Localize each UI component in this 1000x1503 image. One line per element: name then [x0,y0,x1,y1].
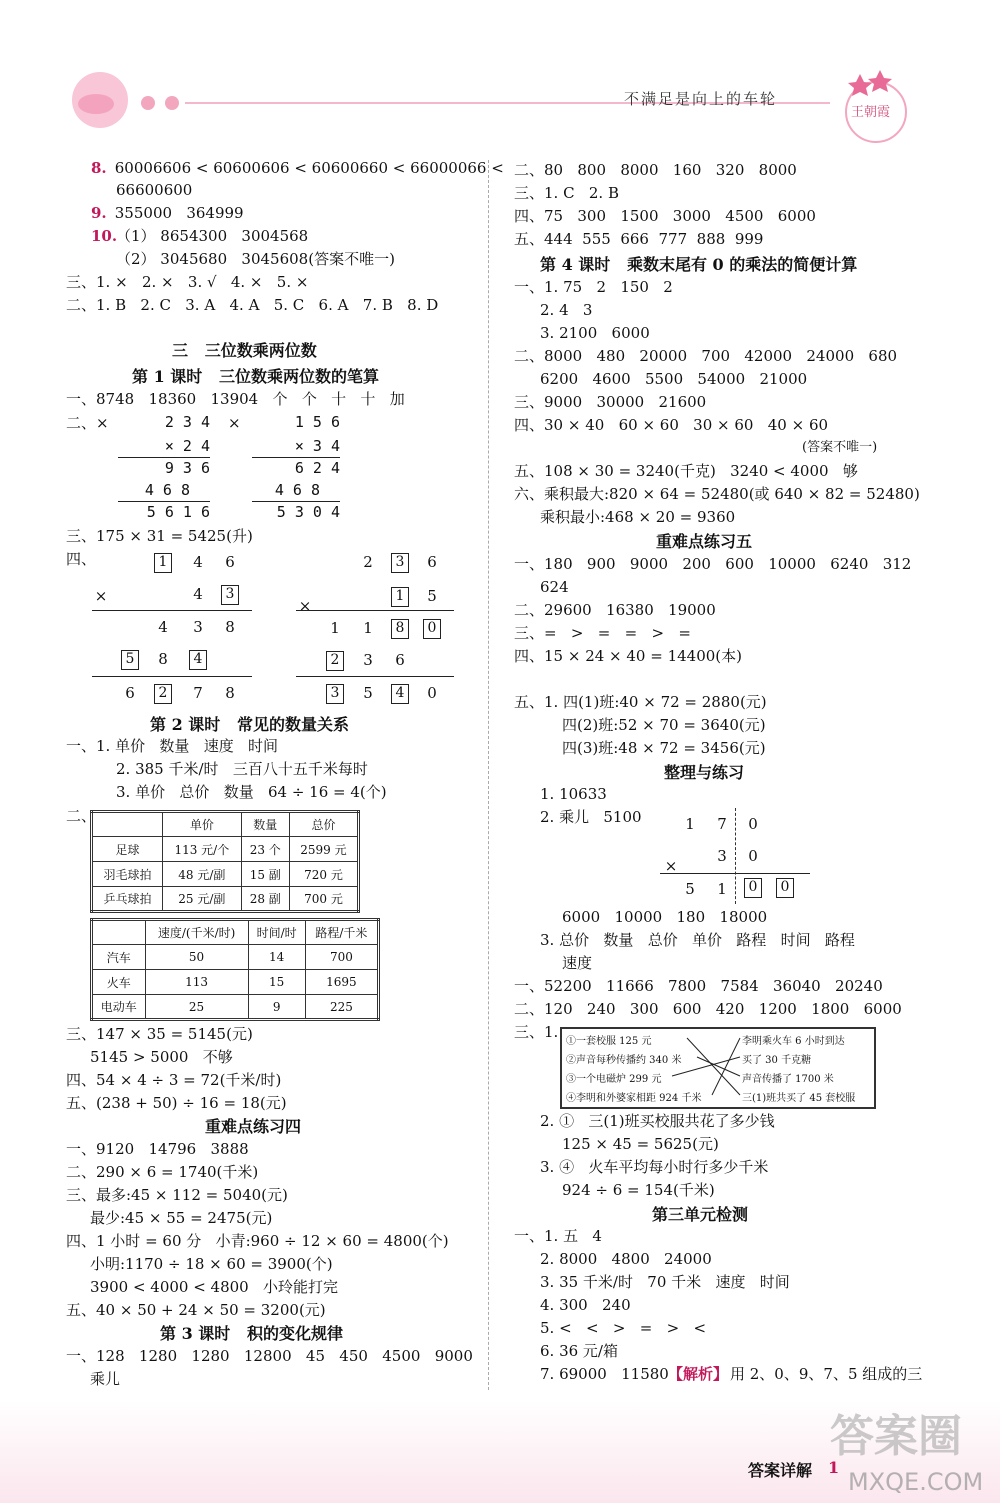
table-cell: 9 [248,995,305,1020]
calc2-row3: 6 2 4 [294,459,340,477]
calc3-a1: 7 [717,815,727,833]
review-q3: 3. 总价 数量 总价 单价 路程 时间 路程 [540,931,855,949]
table-cell: 25 [145,995,248,1020]
practice4-title: 重难点练习四 [205,1117,302,1136]
puzzle2-line2 [296,676,454,677]
table-cell: 700 [305,945,378,970]
footer-label: 答案详解 [748,1461,813,1480]
lesson1-title: 第 1 课时 三位数乘两位数的笔算 [132,367,379,386]
lesson4-q1-2: 2. 4 3 [540,301,593,319]
practice5-q5-3: 四(3)班:48 × 72 = 3456(元) [562,739,766,757]
right-q5: 五、444 555 666 777 888 999 [514,230,764,248]
table-cell: 50 [145,945,248,970]
practice5-q5-1: 五、1. 四(1)班:40 × 72 = 2880(元) [514,693,767,711]
match-lines [562,1029,874,1107]
practice4-q4-cont1: 小明:1170 ÷ 18 × 60 = 3900(个) [90,1255,333,1273]
q9-answer: 355000 364999 [110,204,244,222]
table-row [92,970,379,995]
puzzle2-b1: 1 [391,587,409,607]
lesson2-q5: 五、(238 + 50) ÷ 16 = 18(元) [66,1094,287,1112]
table-cell: 电动车 [92,995,146,1020]
calc3-times: × [664,857,678,875]
practice5-q1: 一、180 900 9000 200 600 10000 6240 312 [514,555,912,573]
table-cell: 火车 [92,970,146,995]
table-cell: 720 元 [289,862,358,887]
calc3-c1: 1 [717,880,727,898]
calc1-line1 [118,457,210,458]
header-decoration [0,0,1000,150]
unit3-test-title: 第三单元检测 [652,1205,749,1224]
lesson1-q1: 一、8748 18360 13904 个 个 十 十 加 [66,390,405,408]
match-left-4: ④李明和外婆家相距 924 千米 [566,1093,702,1104]
test-q2: 2. 8000 4800 24000 [540,1250,712,1268]
calc1-row3: 9 3 6 [164,459,210,477]
review-s3-q2: 2. ① 三(1)班买校服共花了多少钱 [540,1112,775,1130]
practice5-title: 重难点练习五 [656,532,753,551]
calc3-dashed-line [735,808,736,904]
review-s3-q3-cont: 924 ÷ 6 = 154(千米) [562,1181,715,1199]
puzzle1-c2: 8 [225,618,235,636]
matching-diagram [560,1027,876,1109]
lesson4-q2: 二、8000 480 20000 700 42000 24000 680 [514,347,898,365]
puzzle1-e3: 8 [225,684,235,702]
calc2-line1 [252,457,340,458]
review-s2: 二、120 240 300 600 420 1200 1800 6000 [514,1000,902,1018]
puzzle1-line2 [92,676,252,677]
table-cell: 15 副 [241,862,289,887]
lesson2-q4: 四、54 × 4 ÷ 3 = 72(千米/时) [66,1071,282,1089]
analysis-text: 用 2、0、9、7、5 组成的三 [730,1365,923,1383]
puzzle1-d1: 8 [158,650,168,668]
review-q2: 2. 乘儿 5100 [540,808,642,826]
practice4-q4: 四、1 小时 = 60 分 小青:960 ÷ 12 × 60 = 4800(个) [66,1232,449,1250]
puzzle1-c0: 4 [158,618,168,636]
lesson4-q6: 六、乘积最大:820 × 64 = 52480(或 640 × 82 = 52480) [514,485,920,503]
q9-number: 9. [91,204,107,222]
puzzle2-b2: 5 [427,587,437,605]
lesson2-q1-2: 2. 385 千米/时 三百八十五千米每时 [116,760,368,778]
table-cell: 15 [248,970,305,995]
puzzle2-e3: 0 [427,684,437,702]
q10-number: 10. [91,227,118,245]
lesson2-q3: 三、147 × 35 = 5145(元) [66,1025,253,1043]
lesson4-q1-1: 一、1. 75 2 150 2 [514,278,673,296]
calc1-line2 [118,501,210,502]
puzzle2-a2: 6 [427,553,437,571]
table-row [92,887,359,912]
calc1-row4: 4 6 8 [144,481,190,499]
table-cell: 700 元 [289,887,358,912]
table-cell: 28 副 [241,887,289,912]
right-q2: 二、80 800 8000 160 320 8000 [514,161,797,179]
puzzle1-b1: 4 [193,585,203,603]
calc2-row2: × 3 4 [294,437,340,455]
puzzle1-b2: 3 [221,585,239,605]
puzzle1-e0: 6 [125,684,135,702]
practice4-q2: 二、290 × 6 = 1740(千米) [66,1163,259,1181]
q8-number: 8. [91,159,107,177]
watermark-url: MXQE.COM [848,1468,984,1496]
table-cell: 14 [248,945,305,970]
practice4-q4-cont2: 3900 < 4000 < 4800 小玲能打完 [90,1278,339,1296]
lesson4-q1-3: 3. 2100 6000 [540,324,650,342]
table-cell: 25 元/副 [163,887,241,912]
table-cell: 羽毛球拍 [92,862,163,887]
section-choice: 二、1. B 2. C 3. A 4. A 5. C 6. A 7. B 8. D [66,296,439,314]
test-q4: 4. 300 240 [540,1296,631,1314]
table-cell: 汽车 [92,945,146,970]
puzzle1-d0: 5 [121,650,139,670]
puzzle1-c1: 3 [193,618,203,636]
lesson4-q5: 五、108 × 30 = 3240(千克) 3240 < 4000 够 [514,462,858,480]
puzzle2-a0: 2 [363,553,373,571]
practice5-q4: 四、15 × 24 × 40 = 14400(本) [514,647,742,665]
puzzle2-c3: 0 [423,619,441,639]
calc2-row5: 5 3 0 4 [276,503,340,521]
review-s1: 一、52200 11666 7800 7584 36040 20240 [514,977,883,995]
puzzle2-e2: 4 [391,684,409,704]
table-header: 单价 [163,812,241,837]
lesson1-q2-times: × [228,414,241,432]
lesson4-q4: 四、30 × 40 60 × 60 30 × 60 40 × 60 [514,416,829,434]
table-header [92,920,146,945]
practice4-q3: 三、最多:45 × 112 = 5040(元) [66,1186,288,1204]
match-left-2: ②声音每秒传播约 340 米 [566,1055,682,1066]
puzzle1-a2: 6 [225,553,235,571]
right-q4: 四、75 300 1500 3000 4500 6000 [514,207,816,225]
puzzle2-c1: 1 [363,619,373,637]
table-cell: 1695 [305,970,378,995]
calc3-b2: 0 [748,847,758,865]
lesson4-q6-cont: 乘积最小:468 × 20 = 9360 [540,508,736,526]
puzzle2-c2: 8 [391,619,409,639]
table-cell: 23 个 [241,837,289,862]
section-tf: 三、1. × 2. × 3. √ 4. × 5. × [66,273,309,291]
review-s3-q3: 3. ④ 火车平均每小时行多少千米 [540,1158,769,1176]
table-header: 数量 [241,812,289,837]
review-q2-cont: 6000 10000 180 18000 [562,908,768,926]
column-divider [488,160,489,1390]
lesson4-q4-note: (答案不唯一) [802,440,878,455]
test-q7: 7. 69000 11580 [540,1365,669,1383]
table-header: 路程/千米 [305,920,378,945]
puzzle1-a0: 1 [154,553,172,573]
table-row [92,920,379,945]
q10-answer-2: （2） 3045680 3045608(答案不唯一) [116,250,395,268]
lesson3-title: 第 3 课时 积的变化规律 [160,1324,343,1343]
lesson2-q1-3: 3. 单价 总价 数量 64 ÷ 16 = 4(个) [116,783,387,801]
watermark: 答案圈 [830,1411,962,1462]
review-q1: 1. 10633 [540,785,607,803]
calc3-c2: 0 [744,878,762,898]
q8-answer: 60006606 < 60600606 < 60600660 < 66000066 < [110,159,504,177]
test-q5: 5. < < > = > < [540,1319,707,1337]
calc3-c3: 0 [776,878,794,898]
page-number: 1 [828,1458,840,1477]
match-right-3: 声音传播了 1700 米 [742,1074,834,1085]
table-row [92,995,379,1020]
table-row [92,945,379,970]
practice5-q5-2: 四(2)班:52 × 70 = 3640(元) [562,716,766,734]
lesson3-q1: 一、128 1280 1280 12800 45 450 4500 9000 [66,1347,473,1365]
match-right-1: 李明乘火车 6 小时到达 [742,1036,845,1047]
calc1-row2: × 2 4 [164,437,210,455]
page-motto: 不满足是向上的车轮 [624,90,778,108]
brand-name: 王朝霞 [851,105,891,120]
calc3-b1: 3 [717,847,727,865]
practice5-q1-cont: 624 [540,578,569,596]
table-cell: 2599 元 [289,837,358,862]
practice5-q2: 二、29600 16380 19000 [514,601,716,619]
review-s3: 三、1. [514,1023,559,1041]
test-q1: 一、1. 五 4 [514,1227,602,1245]
review-title: 整理与练习 [664,763,745,782]
lesson1-q3: 三、175 × 31 = 5425(升) [66,527,253,545]
practice5-q3: 三、= > = = > = [514,624,691,642]
match-right-2: 买了 30 千克糖 [742,1055,812,1066]
table-row [92,837,359,862]
lesson1-q4: 四、 [66,550,97,568]
analysis-tag: 【解析】 [668,1365,729,1383]
table-header [92,812,163,837]
puzzle1-e2: 7 [193,684,203,702]
lesson1-q2: 二、× [66,414,109,432]
table-row [92,812,359,837]
unit3-title: 三 三位数乘两位数 [172,341,317,360]
puzzle1-e1: 2 [154,684,172,704]
price-table [90,810,360,913]
table-cell: 113 元/个 [163,837,241,862]
puzzle2-times: × [298,597,312,615]
lesson4-title: 第 4 课时 乘数末尾有 0 的乘法的简便计算 [540,255,858,274]
puzzle1-d2: 4 [189,650,207,670]
table-header: 速度/(千米/时) [145,920,248,945]
lesson2-q2: 二、 [66,807,97,825]
puzzle2-d0: 2 [326,651,344,671]
calc3-c0: 5 [685,880,695,898]
calc1-row1: 2 3 4 [164,413,210,431]
match-left-1: ①一套校服 125 元 [566,1036,652,1047]
match-right-4: 三(1)班共买了 45 套校服 [742,1093,856,1104]
table-row [92,862,359,887]
q10-answer-1: （1） 8654300 3004568 [116,227,309,245]
calc2-row1: 1 5 6 [294,413,340,431]
lesson2-q3-cont: 5145 > 5000 不够 [90,1048,233,1066]
calc2-row4: 4 6 8 [274,481,320,499]
puzzle2-d1: 3 [363,651,373,669]
calc3-a2: 0 [748,815,758,833]
table-cell: 113 [145,970,248,995]
calc2-line2 [252,501,340,502]
table-header: 时间/时 [248,920,305,945]
lesson2-title: 第 2 课时 常见的数量关系 [150,715,349,734]
calc1-row5: 5 6 1 6 [146,503,210,521]
puzzle2-a1: 3 [391,553,409,573]
puzzle2-e0: 3 [326,684,344,704]
q8-answer-cont: 66600600 [116,181,193,199]
right-q3: 三、1. C 2. B [514,184,619,202]
puzzle1-a1: 4 [193,553,203,571]
lesson3-q1-cont: 乘儿 [90,1370,121,1388]
calc3-a0: 1 [685,815,695,833]
practice4-q1: 一、9120 14796 3888 [66,1140,249,1158]
test-q3: 3. 35 千米/时 70 千米 速度 时间 [540,1273,790,1291]
puzzle2-d2: 6 [395,651,405,669]
match-left-3: ③一个电磁炉 299 元 [566,1074,662,1085]
page-header [0,0,1000,150]
table-cell: 48 元/副 [163,862,241,887]
review-q3-cont: 速度 [562,954,593,972]
puzzle2-c0: 1 [330,619,340,637]
puzzle2-e1: 5 [363,684,373,702]
lesson4-q3: 三、9000 30000 21600 [514,393,707,411]
review-s3-q2-cont: 125 × 45 = 5625(元) [562,1135,719,1153]
table-cell: 足球 [92,837,163,862]
puzzle2-line1 [296,610,454,611]
puzzle1-times: × [94,587,108,605]
lesson2-q1-1: 一、1. 单价 数量 速度 时间 [66,737,278,755]
speed-table [90,918,380,1021]
practice4-q5: 五、40 × 50 + 24 × 50 = 3200(元) [66,1301,326,1319]
table-cell: 225 [305,995,378,1020]
test-q6: 6. 36 元/箱 [540,1342,618,1360]
table-cell: 乒乓球拍 [92,887,163,912]
lesson4-q2-cont: 6200 4600 5500 54000 21000 [540,370,808,388]
puzzle1-line1 [92,610,252,611]
practice4-q3-cont: 最少:45 × 55 = 2475(元) [90,1209,273,1227]
table-header: 总价 [289,812,358,837]
